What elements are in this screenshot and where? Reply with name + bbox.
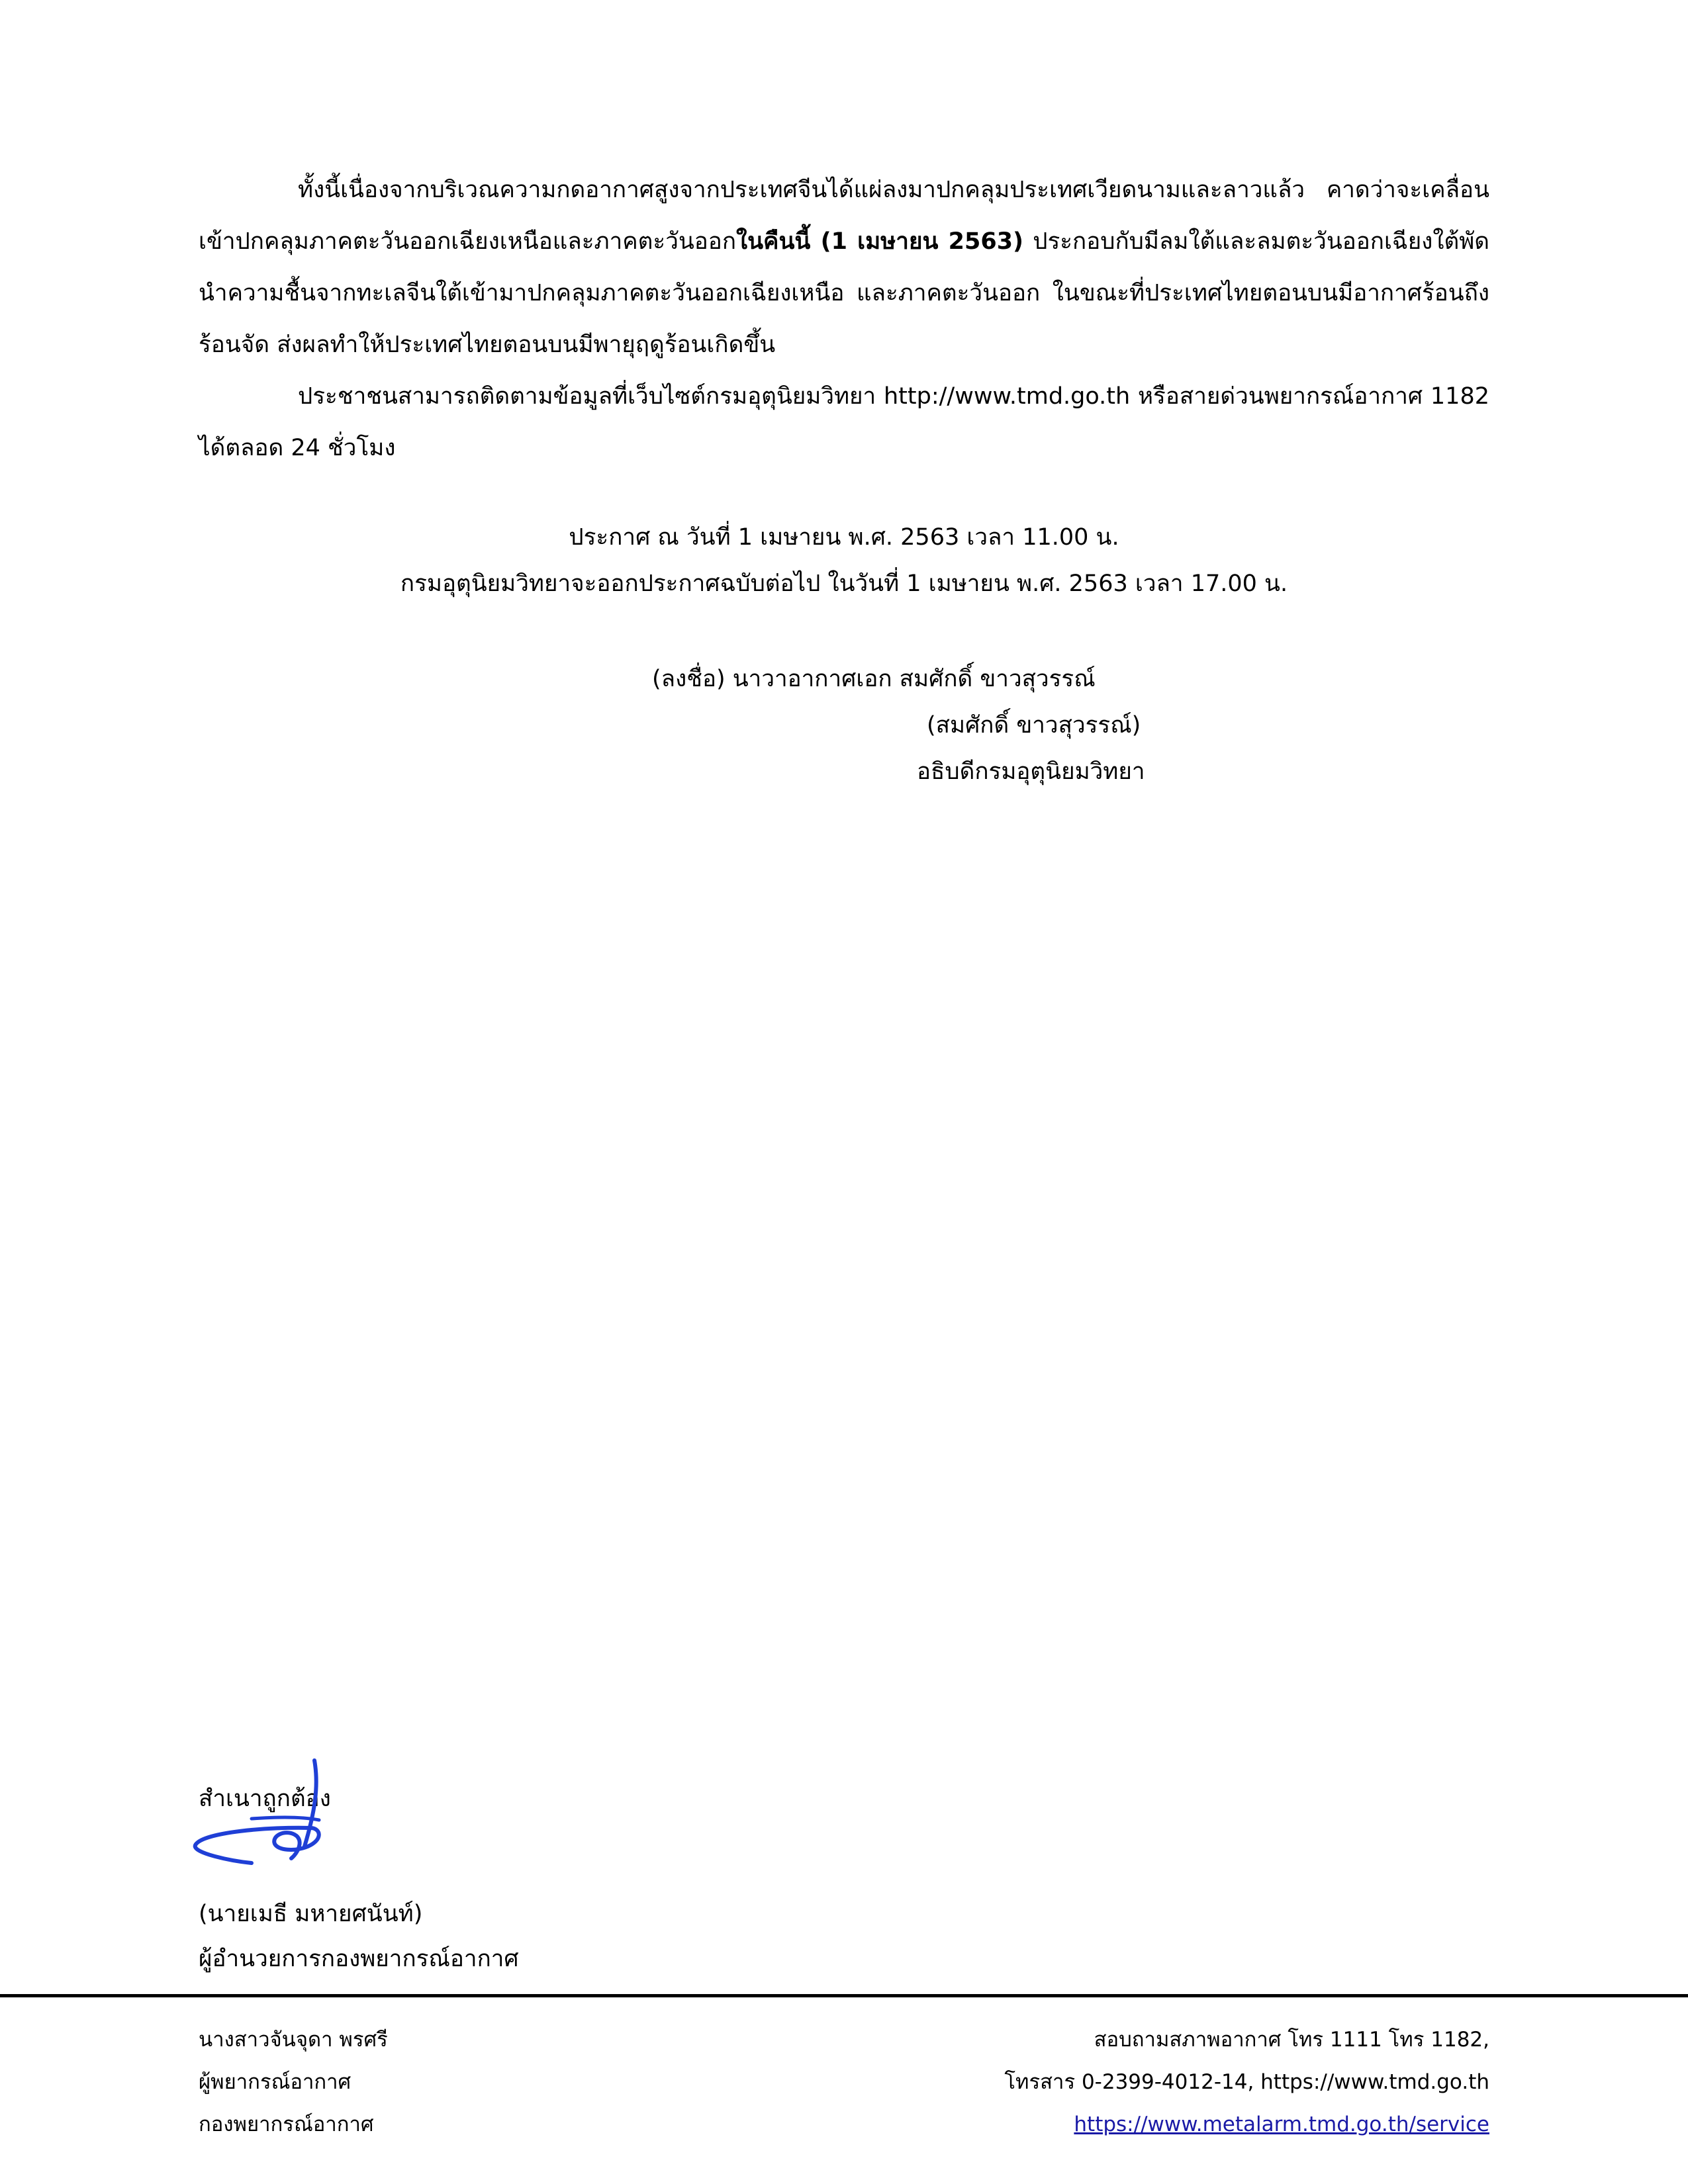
forecaster-name: นางสาวจันจุดา พรศรี (199, 2028, 388, 2052)
forecaster-position: ผู้พยากรณ์อากาศ (199, 2070, 352, 2094)
certifier-name: (นายเมธี มหายศนันท์) (199, 1901, 423, 1927)
issue-date-line: ประกาศ ณ วันที่ 1 เมษายน พ.ศ. 2563 เวลา 11.00 น. (569, 524, 1119, 551)
signer-name: (สมศักดิ์ ขาวสุวรรณ์) (927, 712, 1141, 739)
paragraph-1-text-start: ทั้งนี้เนื่องจากบริเวณความกดอากาศสูงจากประเทศจีนได้แผ่ลงมาปกคลุมประเทศเวียดนามและลาวแล้ว คาดว่าจะเคลื่อนเข้าปกคลุมภาคตะวันออกเฉียงเหนือและภาคตะวันออก (199, 177, 1489, 255)
contact-fax-line: โทรสาร 0-2399-4012-14, https://www.tmd.go.th (1004, 2070, 1489, 2094)
forecaster-division: กองพยากรณ์อากาศ (199, 2113, 374, 2136)
signed-by-line: (ลงชื่อ) นาวาอากาศเอก สมศักดิ์ ขาวสุวรรณ์ (652, 666, 1096, 692)
paragraph-1-bold-date: ในคืนนี้ (1 เมษายน 2563) (736, 228, 1024, 255)
signer-title: อธิบดีกรมอุตุนิยมวิทยา (917, 758, 1145, 785)
footer-forecaster-block (199, 2019, 388, 2146)
footer-contact-block (1004, 2019, 1489, 2146)
contact-phone-line: สอบถามสภาพอากาศ โทร 1111 โทร 1182, (1094, 2028, 1489, 2052)
certifier-title: ผู้อำนวยการกองพยากรณ์อากาศ (199, 1946, 519, 1972)
paragraph-1-text-end: ประกอบกับมีลมใต้และลมตะวันออกเฉียงใต้พัดนำความชื้นจากทะเลจีนใต้เข้ามาปกคลุมภาคตะวันออกเฉียงเหนือ และภาคตะวันออก ในขณะที่ประเทศไทยตอนบนมีอากาศร้อนถึงร้อนจัด ส่งผลทำให้ประเทศไทยตอนบนมีพายุฤดูร้อนเกิดขึ้น (199, 228, 1489, 358)
certified-copy-label: สำเนาถูกต้อง (199, 1786, 331, 1812)
body-paragraph-1 (199, 164, 1489, 371)
metalarm-service-link[interactable]: https://www.metalarm.tmd.go.th/service (1074, 2113, 1489, 2136)
footer-divider (0, 1994, 1688, 1997)
next-issue-line: กรมอุตุนิยมวิทยาจะออกประกาศฉบับต่อไป ในวันที่ 1 เมษายน พ.ศ. 2563 เวลา 17.00 น. (400, 570, 1288, 597)
handwritten-signature (179, 1747, 338, 1880)
body-paragraph-2: ประชาชนสามารถติดตามข้อมูลที่เว็บไซต์กรมอุตุนิยมวิทยา http://www.tmd.go.th หรือสายด่วนพยากรณ์อากาศ 1182 ได้ตลอด 24 ชั่วโมง (199, 383, 1489, 461)
